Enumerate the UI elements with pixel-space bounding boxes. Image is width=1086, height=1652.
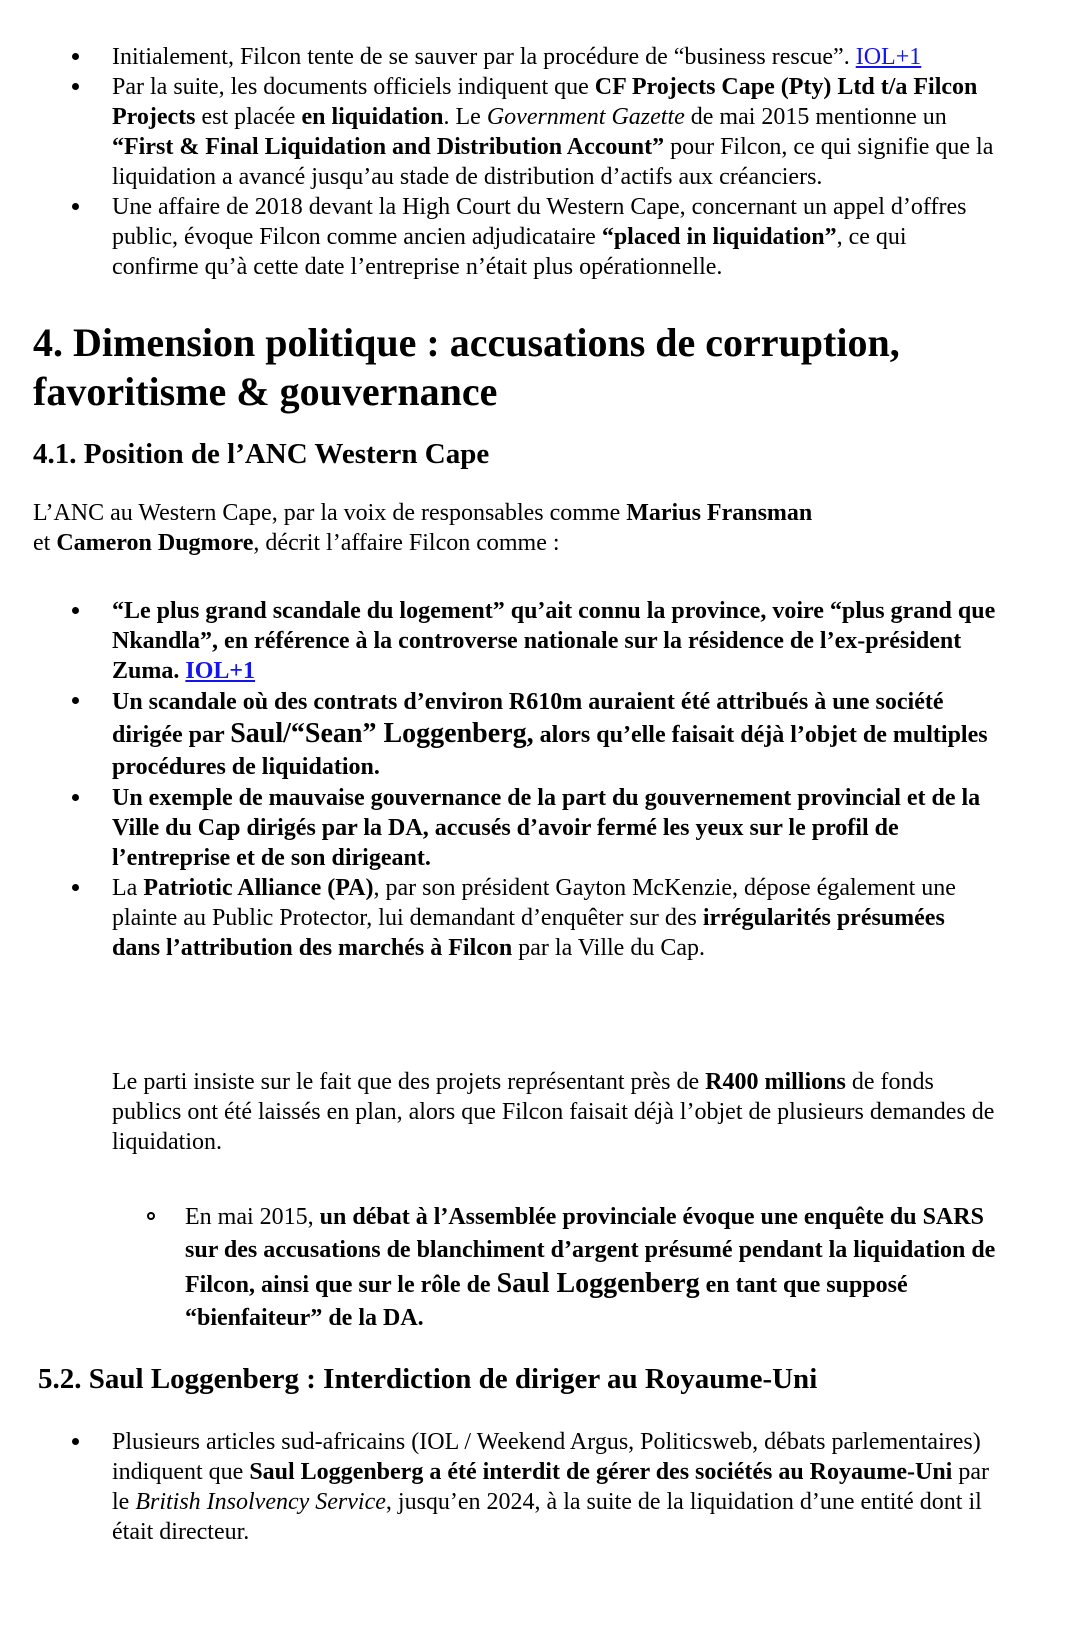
text-run: Cameron Dugmore bbox=[56, 530, 254, 556]
subsection-heading-4-1-anc-western-cape: 4.1. Position de l’ANC Western Cape bbox=[33, 438, 490, 470]
bullet-text bbox=[112, 194, 966, 280]
bullet-text bbox=[112, 1429, 989, 1545]
bullet-dot-icon bbox=[72, 203, 79, 210]
text-run: , décrit l’affaire Filcon comme : bbox=[253, 530, 560, 556]
text-run: pour Filcon, ce qui signifie que la liquidation a avancé jusqu’au stade de distribution d’actifs aux créanciers. bbox=[112, 134, 994, 190]
text-run: Plusieurs articles sud-africains (IOL / Weekend Argus, Politicsweb, débats parlementaires) indiquent que bbox=[112, 1429, 981, 1485]
subbullet-circle-icon bbox=[147, 1212, 155, 1220]
bullet-text bbox=[112, 785, 980, 871]
subbullet-text bbox=[185, 1204, 995, 1331]
bullet-item-plus-grand-scandale bbox=[33, 596, 998, 686]
text-run: irrégularités présumées dans l’attribution des marchés à Filcon bbox=[112, 905, 945, 961]
text-run: Saul Loggenberg bbox=[496, 1268, 700, 1299]
bullet-text bbox=[112, 875, 956, 961]
text-run: , ce qui confirme qu’à cette date l’entreprise n’était plus opérationnelle. bbox=[112, 224, 907, 280]
paragraph-anc-intro bbox=[33, 498, 813, 558]
text-run: , jusqu’en 2024, à la suite de la liquidation d’une entité dont il était directeur. bbox=[112, 1489, 982, 1545]
text-run: en liquidation bbox=[301, 104, 444, 130]
text-run: “Le plus grand scandale du logement” qu’ait connu la province, voire “plus grand que Nkandla”, en référence à la controverse nationale sur la résidence de l’ex-président Zuma. bbox=[112, 598, 996, 684]
bullet-dot-icon bbox=[72, 794, 79, 801]
text-run: est placée bbox=[195, 104, 302, 130]
text-run: de mai 2015 mentionne un bbox=[684, 104, 947, 130]
paragraph-text bbox=[112, 1069, 994, 1155]
bullet-item-business-rescue bbox=[33, 42, 998, 72]
bullet-dot-icon bbox=[72, 1438, 79, 1445]
text-run: . Le bbox=[443, 104, 487, 130]
text-run: Saul Loggenberg a été interdit de gérer des sociétés au Royaume-Uni bbox=[249, 1459, 953, 1485]
text-run: Initialement, Filcon tente de se sauver par la procédure de “business rescue”. bbox=[112, 44, 856, 70]
text-run: par le bbox=[112, 1459, 989, 1515]
text-run: Government Gazette bbox=[486, 104, 685, 130]
bullet-text bbox=[112, 74, 993, 190]
bullet-dot-icon bbox=[72, 53, 79, 60]
subsection-heading-5-2-interdiction: 5.2. Saul Loggenberg : Interdiction de diriger au Royaume-Uni bbox=[38, 1363, 818, 1395]
text-run: R400 millions bbox=[705, 1069, 846, 1095]
text-run: “First & Final Liquidation and Distribution Account” bbox=[112, 134, 665, 160]
paragraph-r400-millions bbox=[112, 1067, 998, 1157]
bullet-text bbox=[112, 44, 921, 70]
text-run: British Insolvency Service bbox=[135, 1489, 386, 1515]
text-run: Saul/“Sean” Loggenberg, bbox=[230, 718, 534, 749]
paragraph-text bbox=[33, 500, 812, 556]
text-run: en tant que supposé “bienfaiteur” de la DA. bbox=[185, 1272, 908, 1331]
bullet-dot-icon bbox=[72, 697, 79, 704]
text-run: Un exemple de mauvaise gouvernance de la part du gouvernement provincial et de la Ville du Cap dirigés par la DA, accusés d’avoir fermé les yeux sur le profil de l’entreprise et de son dirigeant. bbox=[112, 785, 981, 871]
bullet-item-contrats-r610m bbox=[33, 686, 998, 783]
text-run: Patriotic Alliance (PA) bbox=[143, 875, 374, 901]
bullet-dot-icon bbox=[72, 83, 79, 90]
text-run: , par son président Gayton McKenzie, dépose également une plainte au Public Protector, lui demandant d’enquêter sur des bbox=[112, 875, 956, 931]
section-heading-4-dimension-politique: 4. Dimension politique : accusations de corruption, favoritisme & gouvernance bbox=[33, 320, 900, 414]
iol-plus-1-link[interactable]: IOL+1 bbox=[855, 44, 922, 70]
iol-plus-1-link[interactable]: IOL+1 bbox=[185, 658, 256, 684]
text-run: et bbox=[33, 530, 57, 556]
bullet-text bbox=[112, 598, 995, 684]
bullet-item-interdit-royaume-uni bbox=[33, 1427, 998, 1547]
bullet-item-high-court-2018 bbox=[33, 192, 998, 282]
text-run: En mai 2015, bbox=[185, 1204, 320, 1230]
subbullet-item-mai-2015-sars bbox=[33, 1201, 998, 1335]
text-run: L’ANC au Western Cape, par la voix de responsables comme bbox=[33, 500, 627, 526]
bullet-dot-icon bbox=[72, 884, 79, 891]
text-run: alors qu’elle faisait déjà l’objet de multiples procédures de liquidation. bbox=[112, 722, 988, 780]
text-run: Marius Fransman bbox=[626, 500, 813, 526]
text-run: par la Ville du Cap. bbox=[512, 935, 705, 961]
text-run: Un scandale où des contrats d’environ R610m auraient été attribués à une société dirigée par bbox=[112, 689, 944, 748]
text-run: de fonds publics ont été laissés en plan, alors que Filcon faisait déjà l’objet de plusieurs demandes de liquidation. bbox=[112, 1069, 995, 1155]
text-run: La bbox=[112, 875, 144, 901]
bullet-item-liquidation-gazette bbox=[33, 72, 998, 192]
text-run: Le parti insiste sur le fait que des projets représentant près de bbox=[112, 1069, 706, 1095]
bullet-dot-icon bbox=[72, 607, 79, 614]
bullet-text bbox=[112, 689, 988, 780]
bullet-item-mauvaise-gouvernance bbox=[33, 783, 998, 873]
bullet-item-patriotic-alliance bbox=[33, 873, 998, 963]
text-run: un débat à l’Assemblée provinciale évoque une enquête du SARS sur des accusations de blanchiment d’argent présumé pendant la liquidation de Filcon, ainsi que sur le rôle de bbox=[185, 1204, 996, 1298]
text-run: CF Projects Cape (Pty) Ltd t/a Filcon Projects bbox=[112, 74, 978, 130]
text-run: “placed in liquidation” bbox=[601, 224, 837, 250]
text-run: Par la suite, les documents officiels indiquent que bbox=[112, 74, 595, 100]
text-run: Une affaire de 2018 devant la High Court du Western Cape, concernant un appel d’offres public, évoque Filcon comme ancien adjudicataire bbox=[112, 194, 967, 250]
